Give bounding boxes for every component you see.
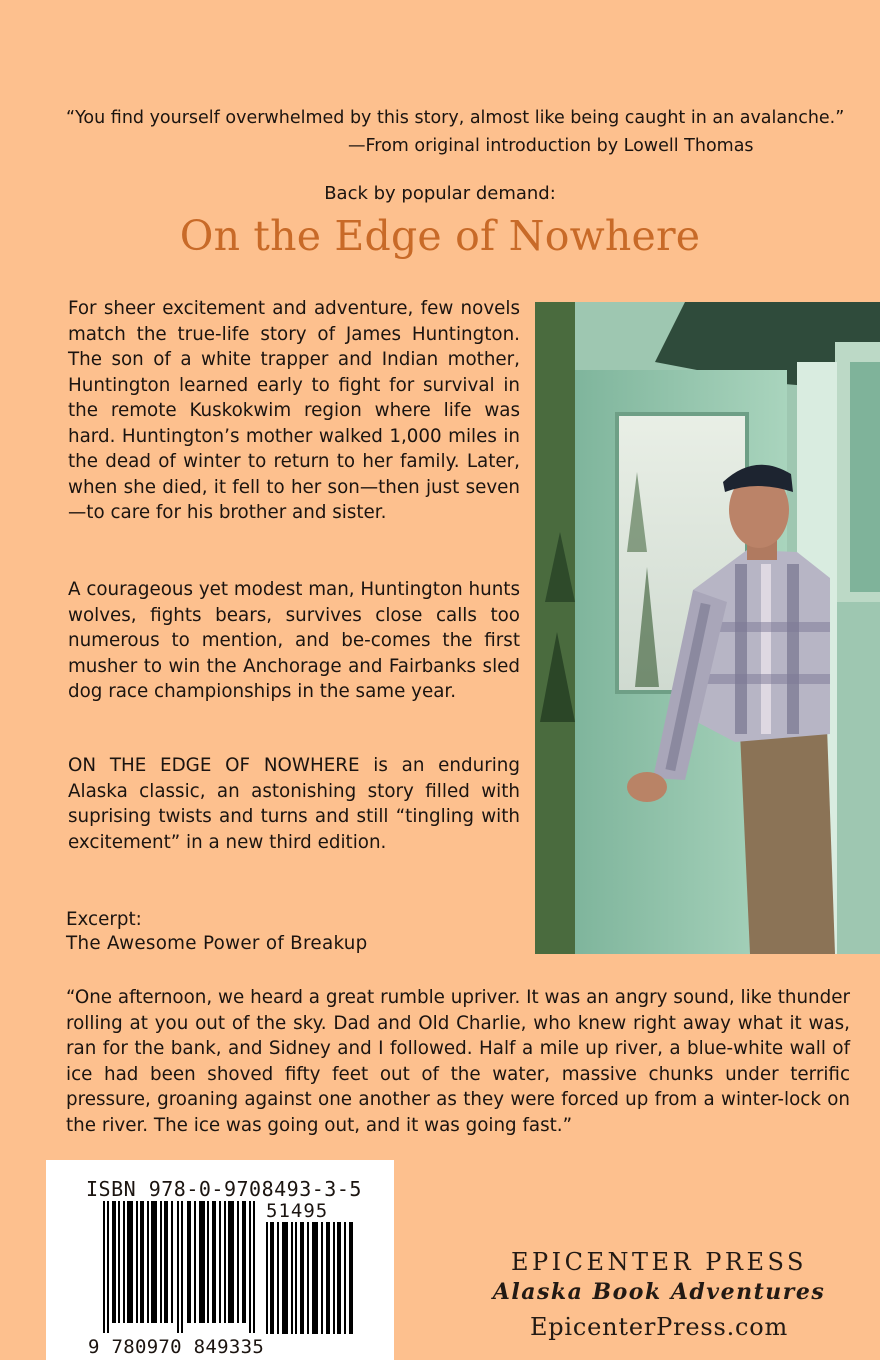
publisher-tagline: Alaska Book Adventures — [492, 1279, 826, 1305]
ean-barcode-bars — [103, 1201, 259, 1333]
publisher-website: EpicenterPress.com — [529, 1313, 789, 1341]
back-by-demand-tagline: Back by popular demand: — [324, 183, 556, 204]
back-cover-quote: “You find yourself overwhelmed by this story, almost like being caught in an avalanche.” — [66, 108, 845, 128]
excerpt-text: “One afternoon, we heard a great rumble upriver. It was an angry sound, like thunder rolling at you out of the sky. Dad and Old Charlie, who knew right away what it was, ran for the bank, and Sidney and I followed. Half a mile up river, a blue-white wall of ice had been shoved fifty feet out of the water, massive chunks under terrific pressure, groaning against one another as they were forced up from a winter-lock on the river. The ice was going out, and it was going fast.” — [66, 987, 850, 1136]
excerpt-label: Excerpt: — [66, 909, 142, 930]
description-paragraph-3: ON THE EDGE OF NOWHERE is an enduring Alaska classic, an astonishing story filled with suprising twists and turns and still “tingling with excitement” in a new third edition. — [68, 755, 520, 853]
author-photo — [535, 302, 880, 954]
description-paragraph-2: A courageous yet modest man, Huntington hunts wolves, fights bears, survives close calls too numerous to mention, and be-comes the first musher to win the Anchorage and Fairbanks sled dog race championships in the same year. — [68, 579, 520, 702]
book-title: On the Edge of Nowhere — [179, 212, 701, 260]
ean-digits: 9 780970 849335 — [88, 1336, 265, 1358]
quote-attribution: —From original introduction by Lowell Thomas — [348, 136, 754, 156]
publisher-name: EPICENTER PRESS — [511, 1248, 807, 1276]
excerpt-title: The Awesome Power of Breakup — [66, 933, 368, 954]
barcode-price-code: 51495 — [266, 1200, 329, 1222]
price-addon-bars — [266, 1222, 356, 1334]
isbn-number: ISBN 978-0-9708493-3-5 — [86, 1177, 362, 1201]
description-paragraph-1: For sheer excitement and adventure, few novels match the true-life story of James Huntington. The son of a white trapper and Indian mother, Huntington learned early to fight for survival in the remote Kuskokwim region where life was hard. Huntington’s mother walked 1,000 miles in the dead of winter to return to her family. Later, when she died, it fell to her son—then just seven—to care for his brother and sister. — [68, 298, 520, 523]
